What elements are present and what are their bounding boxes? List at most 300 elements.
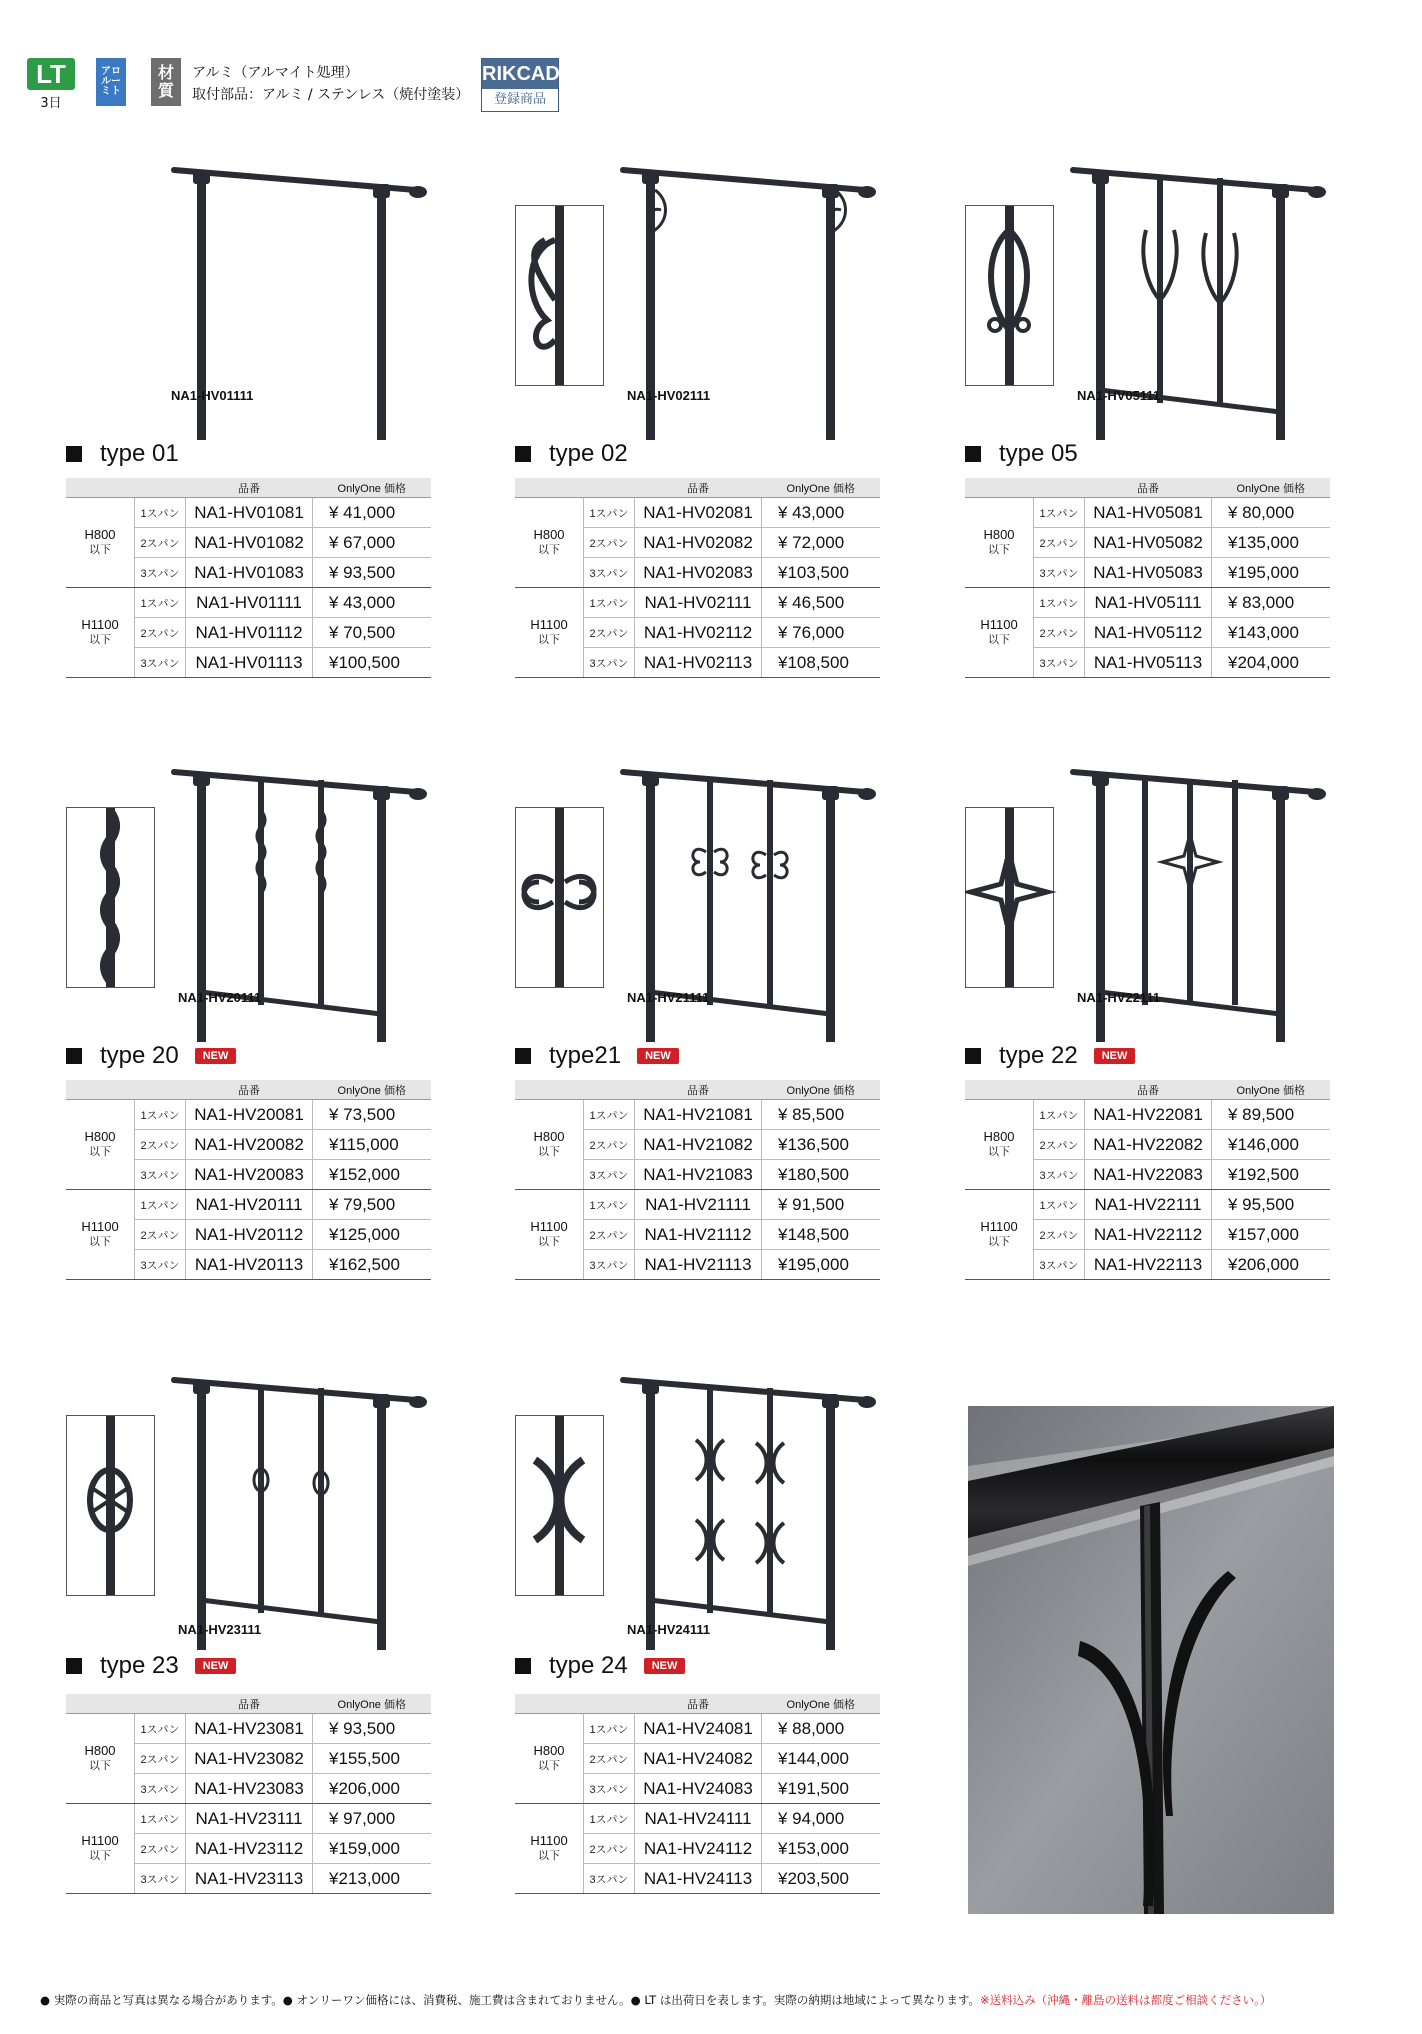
price-cell: ¥203,500 <box>762 1864 881 1894</box>
new-badge: NEW <box>1094 1048 1136 1064</box>
header-blank <box>584 478 635 498</box>
span-cell: 1スパン <box>135 498 186 528</box>
type-name: type 24 <box>549 1652 628 1679</box>
product-code-cell: NA1-HV21113 <box>635 1250 762 1280</box>
price-cell: ¥ 73,500 <box>313 1100 432 1130</box>
header-blank <box>515 1694 584 1714</box>
product-closeup-photo <box>968 1406 1334 1914</box>
header-price: OnlyOne 価格 <box>762 478 881 498</box>
type-title <box>965 440 1078 468</box>
product-code-cell: NA1-HV22112 <box>1085 1220 1212 1250</box>
header-blank <box>135 1694 186 1714</box>
header-code: 品番 <box>186 1080 313 1100</box>
product-code-cell: NA1-HV24083 <box>635 1774 762 1804</box>
header-blank <box>66 1694 135 1714</box>
price-cell: ¥ 88,000 <box>762 1714 881 1744</box>
price-cell: ¥115,000 <box>313 1130 432 1160</box>
model-label: NA1-HV23111 <box>178 1622 262 1637</box>
model-label: NA1-HV01111 <box>171 388 254 403</box>
type-name: type 01 <box>100 440 179 467</box>
price-cell: ¥ 83,000 <box>1212 588 1331 618</box>
table-row <box>515 1804 880 1834</box>
type-name: type 22 <box>999 1042 1078 1069</box>
type-name: type 02 <box>549 440 628 467</box>
height-sub: 以下 <box>89 634 111 646</box>
span-cell: 3スパン <box>1034 1250 1085 1280</box>
material-description <box>192 62 469 106</box>
height-sub: 以下 <box>89 544 111 556</box>
product-code-cell: NA1-HV05082 <box>1085 528 1212 558</box>
product-code-cell: NA1-HV24111 <box>635 1804 762 1834</box>
table-row <box>965 1100 1330 1130</box>
height-label: H800 <box>84 1129 116 1144</box>
price-cell: ¥191,500 <box>762 1774 881 1804</box>
header-price: OnlyOne 価格 <box>762 1080 881 1100</box>
product-code-cell: NA1-HV22111 <box>1085 1190 1212 1220</box>
span-cell: 2スパン <box>584 1130 635 1160</box>
price-cell: ¥ 43,000 <box>313 588 432 618</box>
price-cell: ¥192,500 <box>1212 1160 1331 1190</box>
product-code-cell: NA1-HV22083 <box>1085 1160 1212 1190</box>
table-row <box>66 1804 431 1834</box>
height-label: H1100 <box>980 1219 1018 1234</box>
model-label: NA1-HV21111 <box>627 990 710 1005</box>
table-row <box>66 588 431 618</box>
price-cell: ¥136,500 <box>762 1130 881 1160</box>
product-code-cell: NA1-HV21112 <box>635 1220 762 1250</box>
product-code-cell: NA1-HV23081 <box>186 1714 313 1744</box>
span-cell: 1スパン <box>135 1714 186 1744</box>
height-cell <box>965 1100 1034 1190</box>
type-title <box>66 1652 236 1680</box>
height-cell <box>66 498 135 588</box>
span-cell: 2スパン <box>584 1834 635 1864</box>
span-cell: 1スパン <box>135 1804 186 1834</box>
product-code-cell: NA1-HV01083 <box>186 558 313 588</box>
lead-time-days: 3日 <box>40 96 62 111</box>
span-cell: 2スパン <box>135 618 186 648</box>
height-cell <box>515 498 584 588</box>
span-cell: 2スパン <box>1034 618 1085 648</box>
span-cell: 2スパン <box>584 1220 635 1250</box>
height-label: H800 <box>84 527 116 542</box>
header-price: OnlyOne 価格 <box>1212 478 1331 498</box>
price-cell: ¥157,000 <box>1212 1220 1331 1250</box>
price-table <box>66 1694 431 1894</box>
price-cell: ¥103,500 <box>762 558 881 588</box>
height-sub: 以下 <box>538 1850 560 1862</box>
price-table <box>66 478 431 678</box>
height-sub: 以下 <box>538 1236 560 1248</box>
height-sub: 以下 <box>988 1236 1010 1248</box>
product-code-cell: NA1-HV02113 <box>635 648 762 678</box>
height-label: H1100 <box>81 1833 119 1848</box>
product-code-cell: NA1-HV05111 <box>1085 588 1212 618</box>
height-label: H800 <box>533 1743 565 1758</box>
height-sub: 以下 <box>538 634 560 646</box>
header-blank <box>66 1080 135 1100</box>
height-label: H800 <box>983 1129 1015 1144</box>
height-label: H800 <box>533 1129 565 1144</box>
span-cell: 3スパン <box>584 1160 635 1190</box>
type-name: type 23 <box>100 1652 179 1679</box>
header-price: OnlyOne 価格 <box>313 478 432 498</box>
height-label: H1100 <box>530 1219 568 1234</box>
product-code-cell: NA1-HV01111 <box>186 588 313 618</box>
height-sub: 以下 <box>89 1760 111 1772</box>
model-label: NA1-HV24111 <box>627 1622 711 1637</box>
price-cell: ¥213,000 <box>313 1864 432 1894</box>
height-label: H1100 <box>530 1833 568 1848</box>
price-cell: ¥204,000 <box>1212 648 1331 678</box>
header-blank <box>66 478 135 498</box>
price-cell: ¥ 46,500 <box>762 588 881 618</box>
aluminum-badge-line: ルー <box>101 76 121 87</box>
height-sub: 以下 <box>89 1146 111 1158</box>
height-cell <box>965 588 1034 678</box>
price-table <box>515 478 880 678</box>
product-code-cell: NA1-HV05081 <box>1085 498 1212 528</box>
price-cell: ¥143,000 <box>1212 618 1331 648</box>
price-cell: ¥125,000 <box>313 1220 432 1250</box>
price-cell: ¥162,500 <box>313 1250 432 1280</box>
height-cell <box>66 1714 135 1804</box>
product-code-cell: NA1-HV05112 <box>1085 618 1212 648</box>
price-table <box>965 478 1330 678</box>
price-cell: ¥155,500 <box>313 1744 432 1774</box>
price-cell: ¥148,500 <box>762 1220 881 1250</box>
price-cell: ¥ 93,500 <box>313 1714 432 1744</box>
square-bullet-icon <box>66 1658 82 1674</box>
span-cell: 2スパン <box>135 1834 186 1864</box>
height-cell <box>515 1100 584 1190</box>
height-cell <box>515 1714 584 1804</box>
height-cell <box>66 1100 135 1190</box>
product-code-cell: NA1-HV21081 <box>635 1100 762 1130</box>
span-cell: 2スパン <box>1034 528 1085 558</box>
square-bullet-icon <box>965 446 981 462</box>
price-cell: ¥ 93,500 <box>313 558 432 588</box>
span-cell: 3スパン <box>135 558 186 588</box>
table-row <box>515 1190 880 1220</box>
header-blank <box>135 1080 186 1100</box>
header-code: 品番 <box>186 478 313 498</box>
height-sub: 以下 <box>89 1236 111 1248</box>
product-code-cell: NA1-HV20112 <box>186 1220 313 1250</box>
square-bullet-icon <box>515 446 531 462</box>
material-line-2: 取付部品：アルミ / ステンレス（焼付塗装） <box>192 87 470 103</box>
model-label: NA1-HV22111 <box>1077 990 1161 1005</box>
price-table <box>965 1080 1330 1280</box>
product-code-cell: NA1-HV01081 <box>186 498 313 528</box>
aluminum-badge-line: ミト <box>101 86 121 97</box>
square-bullet-icon <box>66 1048 82 1064</box>
price-cell: ¥195,000 <box>1212 558 1331 588</box>
span-cell: 3スパン <box>584 1250 635 1280</box>
header-blank <box>584 1080 635 1100</box>
model-label: NA1-HV05111 <box>1077 388 1161 403</box>
table-row <box>66 1100 431 1130</box>
header-code: 品番 <box>1085 478 1212 498</box>
product-code-cell: NA1-HV02111 <box>635 588 762 618</box>
product-code-cell: NA1-HV21111 <box>635 1190 762 1220</box>
header-code: 品番 <box>635 1694 762 1714</box>
rikcad-registered: 登録商品 <box>493 92 546 107</box>
price-table <box>515 1694 880 1894</box>
product-code-cell: NA1-HV21082 <box>635 1130 762 1160</box>
product-code-cell: NA1-HV20082 <box>186 1130 313 1160</box>
new-badge: NEW <box>195 1658 237 1674</box>
span-cell: 3スパン <box>1034 558 1085 588</box>
span-cell: 2スパン <box>135 1744 186 1774</box>
table-row <box>515 1714 880 1744</box>
product-code-cell: NA1-HV22081 <box>1085 1100 1212 1130</box>
height-sub: 以下 <box>538 1146 560 1158</box>
rikcad-badge <box>481 58 559 112</box>
header-blank <box>515 1080 584 1100</box>
type-name: type 05 <box>999 440 1078 467</box>
height-sub: 以下 <box>988 544 1010 556</box>
table-row <box>66 498 431 528</box>
price-cell: ¥195,000 <box>762 1250 881 1280</box>
height-sub: 以下 <box>988 634 1010 646</box>
span-cell: 3スパン <box>1034 648 1085 678</box>
header-blank <box>515 478 584 498</box>
price-cell: ¥ 72,000 <box>762 528 881 558</box>
span-cell: 3スパン <box>135 1864 186 1894</box>
price-cell: ¥ 89,500 <box>1212 1100 1331 1130</box>
price-cell: ¥ 43,000 <box>762 498 881 528</box>
price-cell: ¥ 76,000 <box>762 618 881 648</box>
product-code-cell: NA1-HV02112 <box>635 618 762 648</box>
price-cell: ¥135,000 <box>1212 528 1331 558</box>
product-code-cell: NA1-HV20083 <box>186 1160 313 1190</box>
type-title <box>515 440 628 468</box>
aluminum-badge-line: アロ <box>101 66 121 77</box>
height-sub: 以下 <box>538 544 560 556</box>
product-code-cell: NA1-HV23112 <box>186 1834 313 1864</box>
span-cell: 1スパン <box>1034 1190 1085 1220</box>
model-label: NA1-HV02111 <box>627 388 711 403</box>
span-cell: 3スパン <box>584 558 635 588</box>
price-cell: ¥ 85,500 <box>762 1100 881 1130</box>
price-cell: ¥ 95,500 <box>1212 1190 1331 1220</box>
product-code-cell: NA1-HV23113 <box>186 1864 313 1894</box>
header-blank <box>965 1080 1034 1100</box>
span-cell: 1スパン <box>584 588 635 618</box>
table-row <box>515 498 880 528</box>
height-cell <box>66 588 135 678</box>
table-row <box>965 498 1330 528</box>
price-cell: ¥ 67,000 <box>313 528 432 558</box>
table-row <box>66 1714 431 1744</box>
footer-text: ● 実際の商品と写真は異なる場合があります。● オンリーワン価格には、消費税、施工費は含まれておりません。● LT は出荷日を表します。実際の納期は地域によって異なります。 <box>40 1993 980 2007</box>
span-cell: 2スパン <box>135 1220 186 1250</box>
rikcad-label: RIKCAD <box>482 59 558 89</box>
product-code-cell: NA1-HV20111 <box>186 1190 313 1220</box>
product-code-cell: NA1-HV22113 <box>1085 1250 1212 1280</box>
square-bullet-icon <box>515 1048 531 1064</box>
height-cell <box>66 1190 135 1280</box>
price-cell: ¥ 41,000 <box>313 498 432 528</box>
price-cell: ¥206,000 <box>313 1774 432 1804</box>
price-cell: ¥144,000 <box>762 1744 881 1774</box>
span-cell: 1スパン <box>135 1100 186 1130</box>
height-label: H800 <box>84 1743 116 1758</box>
price-cell: ¥ 70,500 <box>313 618 432 648</box>
span-cell: 2スパン <box>135 528 186 558</box>
span-cell: 1スパン <box>1034 1100 1085 1130</box>
product-code-cell: NA1-HV05083 <box>1085 558 1212 588</box>
span-cell: 1スパン <box>584 1804 635 1834</box>
new-badge: NEW <box>644 1658 686 1674</box>
header-code: 品番 <box>186 1694 313 1714</box>
header-price: OnlyOne 価格 <box>313 1694 432 1714</box>
span-cell: 3スパン <box>135 1160 186 1190</box>
span-cell: 3スパン <box>584 1774 635 1804</box>
height-label: H1100 <box>81 1219 119 1234</box>
type-name: type 20 <box>100 1042 179 1069</box>
span-cell: 1スパン <box>135 1190 186 1220</box>
lead-time-badge: LT <box>27 58 75 90</box>
height-label: H800 <box>533 527 565 542</box>
price-cell: ¥ 94,000 <box>762 1804 881 1834</box>
height-cell <box>965 498 1034 588</box>
span-cell: 2スパン <box>1034 1130 1085 1160</box>
span-cell: 1スパン <box>1034 588 1085 618</box>
span-cell: 1スパン <box>584 1100 635 1130</box>
table-row <box>66 1190 431 1220</box>
price-cell: ¥153,000 <box>762 1834 881 1864</box>
price-cell: ¥108,500 <box>762 648 881 678</box>
product-code-cell: NA1-HV23083 <box>186 1774 313 1804</box>
square-bullet-icon <box>965 1048 981 1064</box>
height-sub: 以下 <box>538 1760 560 1772</box>
span-cell: 3スパン <box>135 648 186 678</box>
height-label: H800 <box>983 527 1015 542</box>
span-cell: 3スパン <box>584 1864 635 1894</box>
header-code: 品番 <box>635 1080 762 1100</box>
height-cell <box>515 588 584 678</box>
table-row <box>965 588 1330 618</box>
type-title <box>66 440 179 468</box>
header-price: OnlyOne 価格 <box>313 1080 432 1100</box>
height-cell <box>965 1190 1034 1280</box>
new-badge: NEW <box>637 1048 679 1064</box>
product-code-cell: NA1-HV01082 <box>186 528 313 558</box>
product-code-cell: NA1-HV01113 <box>186 648 313 678</box>
footer-note <box>40 1992 1271 2008</box>
header-blank <box>1034 1080 1085 1100</box>
price-cell: ¥146,000 <box>1212 1130 1331 1160</box>
footer-shipping-note: ※送料込み（沖縄・離島の送料は都度ご相談ください。） <box>980 1993 1272 2007</box>
product-code-cell: NA1-HV24113 <box>635 1864 762 1894</box>
material-badge <box>151 58 181 106</box>
height-label: H1100 <box>81 617 119 632</box>
product-code-cell: NA1-HV02081 <box>635 498 762 528</box>
material-line-1: アルミ（アルマイト処理） <box>192 65 359 81</box>
product-code-cell: NA1-HV21083 <box>635 1160 762 1190</box>
span-cell: 3スパン <box>135 1250 186 1280</box>
height-cell <box>515 1190 584 1280</box>
header-code: 品番 <box>635 478 762 498</box>
product-code-cell: NA1-HV24112 <box>635 1834 762 1864</box>
span-cell: 2スパン <box>1034 1220 1085 1250</box>
header-blank <box>584 1694 635 1714</box>
span-cell: 2スパン <box>584 528 635 558</box>
height-sub: 以下 <box>988 1146 1010 1158</box>
aluminum-badge <box>96 58 126 106</box>
span-cell: 1スパン <box>584 1714 635 1744</box>
header-code: 品番 <box>1085 1080 1212 1100</box>
span-cell: 2スパン <box>584 1744 635 1774</box>
height-label: H1100 <box>980 617 1018 632</box>
span-cell: 3スパン <box>584 648 635 678</box>
price-cell: ¥180,500 <box>762 1160 881 1190</box>
square-bullet-icon <box>515 1658 531 1674</box>
price-cell: ¥ 80,000 <box>1212 498 1331 528</box>
material-badge-char: 材 <box>157 63 174 82</box>
span-cell: 2スパン <box>584 618 635 648</box>
span-cell: 1スパン <box>1034 498 1085 528</box>
product-code-cell: NA1-HV02082 <box>635 528 762 558</box>
product-code-cell: NA1-HV24081 <box>635 1714 762 1744</box>
price-cell: ¥ 79,500 <box>313 1190 432 1220</box>
model-label: NA1-HV20111 <box>178 990 262 1005</box>
height-cell <box>515 1804 584 1894</box>
span-cell: 3スパン <box>1034 1160 1085 1190</box>
material-badge-char: 質 <box>157 81 174 100</box>
square-bullet-icon <box>66 446 82 462</box>
header-blank <box>965 478 1034 498</box>
product-code-cell: NA1-HV05113 <box>1085 648 1212 678</box>
product-code-cell: NA1-HV24082 <box>635 1744 762 1774</box>
type-title <box>66 1042 236 1070</box>
price-cell: ¥ 91,500 <box>762 1190 881 1220</box>
type-title <box>515 1652 685 1680</box>
header-blank <box>135 478 186 498</box>
table-row <box>965 1190 1330 1220</box>
price-cell: ¥159,000 <box>313 1834 432 1864</box>
height-cell <box>66 1804 135 1894</box>
span-cell: 1スパン <box>584 498 635 528</box>
height-sub: 以下 <box>89 1850 111 1862</box>
product-code-cell: NA1-HV01112 <box>186 618 313 648</box>
product-code-cell: NA1-HV22082 <box>1085 1130 1212 1160</box>
price-cell: ¥152,000 <box>313 1160 432 1190</box>
price-cell: ¥206,000 <box>1212 1250 1331 1280</box>
railing-illustration <box>515 1360 880 1650</box>
span-cell: 3スパン <box>135 1774 186 1804</box>
type-title <box>515 1042 679 1070</box>
product-code-cell: NA1-HV23082 <box>186 1744 313 1774</box>
table-row <box>515 588 880 618</box>
header-price: OnlyOne 価格 <box>1212 1080 1331 1100</box>
product-code-cell: NA1-HV20081 <box>186 1100 313 1130</box>
price-table <box>515 1080 880 1280</box>
railing-illustration <box>66 1360 431 1650</box>
header-blank <box>1034 478 1085 498</box>
product-code-cell: NA1-HV20113 <box>186 1250 313 1280</box>
product-code-cell: NA1-HV23111 <box>186 1804 313 1834</box>
type-name: type21 <box>549 1042 622 1069</box>
span-cell: 2スパン <box>135 1130 186 1160</box>
header-price: OnlyOne 価格 <box>762 1694 881 1714</box>
span-cell: 1スパン <box>584 1190 635 1220</box>
price-cell: ¥ 97,000 <box>313 1804 432 1834</box>
type-title <box>965 1042 1135 1070</box>
height-label: H1100 <box>530 617 568 632</box>
